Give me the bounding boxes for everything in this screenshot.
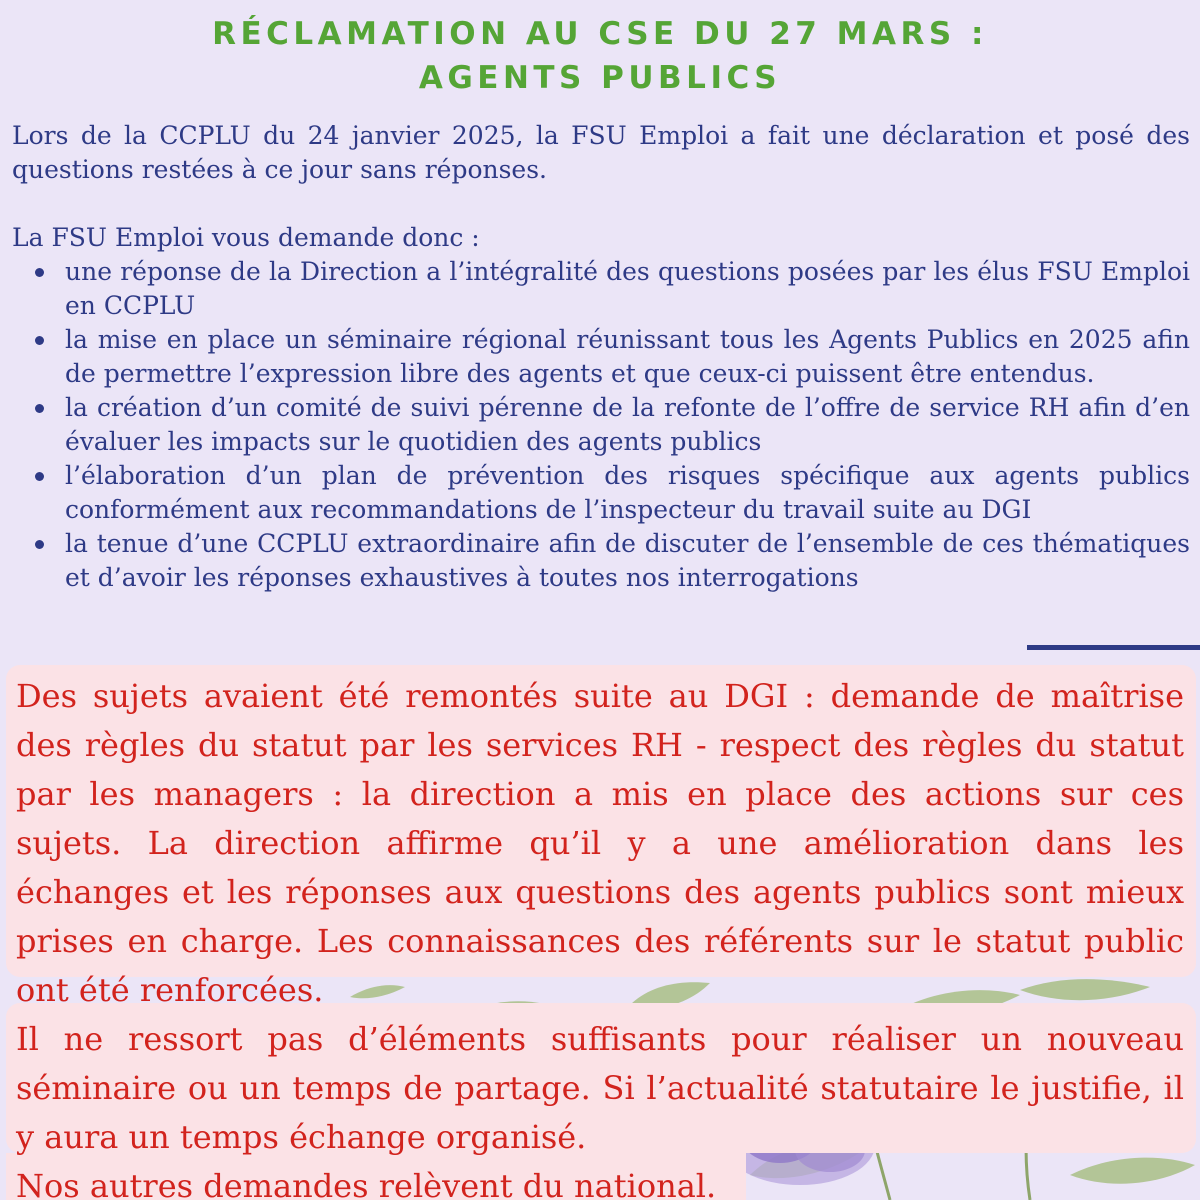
spacer — [12, 187, 1190, 221]
response-paragraph-2: Il ne ressort pas d’éléments suffisants pour réaliser un nouveau séminaire ou un temps de partage. Si l’actualité statutaire le justifie, il y aura un temps échange organisé. — [16, 1020, 1184, 1156]
demands-lead: La FSU Emploi vous demande donc : — [12, 223, 480, 252]
response-section — [16, 672, 1184, 1200]
title-line-2: AGENTS PUBLICS — [418, 60, 782, 96]
list-item: l’élaboration d’un plan de prévention des risques spécifique aux agents publics conformément aux recommandations de l’inspecteur du travail suite au DGI — [65, 459, 1190, 527]
list-item: la création d’un comité de suivi pérenne de la refonte de l’offre de service RH afin d’en évaluer les impacts sur le quotidien des agents publics — [65, 391, 1190, 459]
demands-list — [65, 255, 1190, 595]
list-item: une réponse de la Direction a l’intégralité des questions posées par les élus FSU Emploi en CCPLU — [65, 255, 1190, 323]
title-line-1: RÉCLAMATION AU CSE DU 27 MARS : — [212, 16, 988, 52]
intro-section — [12, 119, 1190, 255]
page-title — [0, 12, 1200, 100]
divider — [1027, 645, 1200, 650]
list-item: la tenue d’une CCPLU extraordinaire afin de discuter de l’ensemble de ces thématiques et d’avoir les réponses exhaustives à toutes nos interrogations — [65, 527, 1190, 595]
response-paragraph-3: Nos autres demandes relèvent du national. — [16, 1167, 717, 1200]
list-item: la mise en place un séminaire régional réunissant tous les Agents Publics en 2025 afin de permettre l’expression libre des agents et que ceux-ci puissent être entendus. — [65, 323, 1190, 391]
intro-paragraph: Lors de la CCPLU du 24 janvier 2025, la FSU Emploi a fait une déclaration et posé des questions restées à ce jour sans réponses. — [12, 121, 1190, 184]
response-paragraph-1: Des sujets avaient été remontés suite au DGI : demande de maîtrise des règles du statut par les services RH - respect des règles du statut par les managers : la direction a mis en place des actions sur ces sujets. La direction affirme qu’il y a une amélioration dans les échanges et les réponses aux questions des agents publics sont mieux prises en charge. Les connaissances des référents sur le statut public ont été renforcées. — [16, 677, 1184, 1009]
